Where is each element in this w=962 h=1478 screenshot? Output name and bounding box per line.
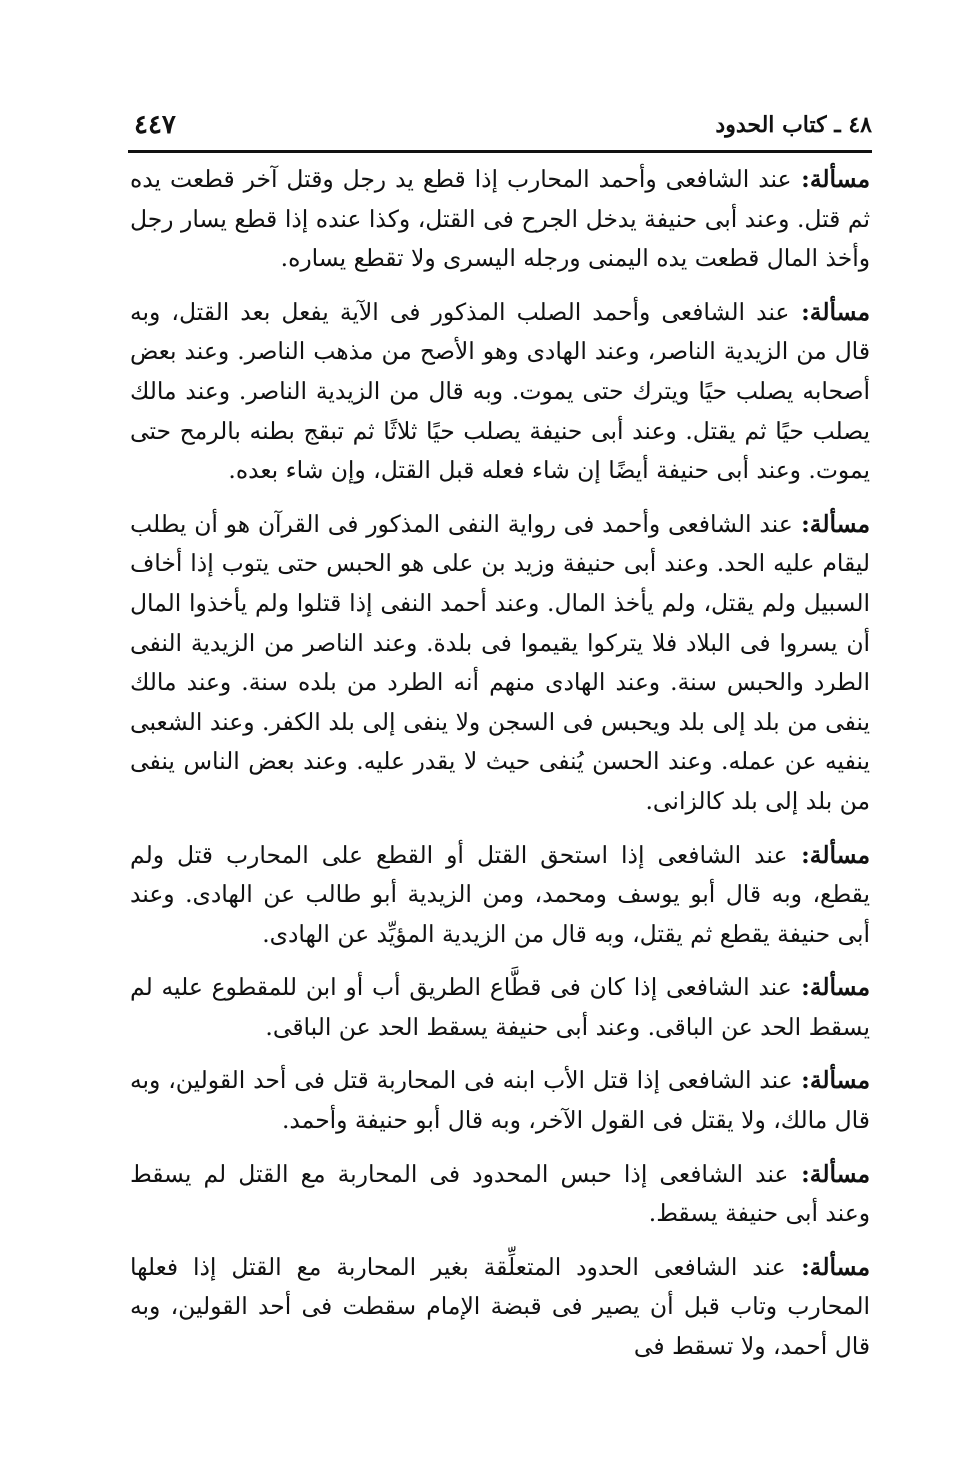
issue-paragraph: مسألة: عند الشافعى إذا حبس المحدود فى المحاربة مع القتل لم يسقط وعند أبى حنيفة يسقط. xyxy=(130,1159,870,1228)
issue-label: مسألة xyxy=(809,509,870,538)
issue-label: مسألة xyxy=(809,1066,871,1095)
issue-paragraph: مسألة: عند الشافعى إذا كان فى قطَّاع الطريق أب أو ابن للمقطوع عليه لم يسقط الحد عن الباقى. وعند أبى حنيفة يسقط الحد عن الباقى. xyxy=(130,973,871,1041)
issue-text: عند الشافعى إذا استحق القتل أو القطع على المحارب قتل ولم يقطع، وبه قال أبو يوسف ومحمد، ومن الزيدية أبو طالب عن الهادى. وعند أبى حنيفة يقطع ثم يقتل، وبه قال من الزيدية المؤيِّد عن الهادى. xyxy=(130,840,870,948)
issue-text: عند الشافعى الحدود المتعلِّقة بغير المحاربة مع القتل إذا فعلها المحارب وتاب قبل أن يصير فى قبضة الإمام سقطت فى أحد القولين، وبه قال أحمد، ولا تسقط فى xyxy=(130,1252,870,1361)
page-number: ٤٤٧ xyxy=(134,110,176,140)
issue-paragraph: مسألة: عند الشافعى الحدود المتعلِّقة بغير المحاربة مع القتل إذا فعلها المحارب وتاب قبل أن يصير فى قبضة الإمام سقطت فى أحد القولين، وبه قال أحمد، ولا تسقط فى xyxy=(130,1252,870,1361)
issue-paragraph: مسألة: عند الشافعى وأحمد الصلب المذكور فى الآية يفعل بعد القتل، وبه قال من الزيدية الناصر، وعند الهادى وهو الأصح من مذهب الناصر. وعند بعض أصحابه يصلب حيًا ويترك حتى يموت. وبه قال من الزيدية الناصر. وعند مالك يصلب حيًا ثم يقتل. وعند أبى حنيفة يصلب حيًا ثلاثًا ثم تبقج بطنه بالرمح حتى يموت. وعند أبى حنيفة أيضًا إن شاء فعله قبل القتل، وإن شاء بعده. xyxy=(130,297,870,485)
issue-text: عند الشافعى وأحمد الصلب المذكور فى الآية يفعل بعد القتل، وبه قال من الزيدية الناصر، وعند الهادى وهو الأصح من مذهب الناصر. وعند بعض أصحابه يصلب حيًا ويترك حتى يموت. وبه قال من الزيدية الناصر. وعند مالك يصلب حيًا ثم يقتل. وعند أبى حنيفة يصلب حيًا ثلاثًا ثم تبقج بطنه بالرمح حتى يموت. وعند أبى حنيفة أيضًا إن شاء فعله قبل القتل، وإن شاء بعده. xyxy=(130,297,870,485)
issue-label: مسألة xyxy=(809,165,871,193)
issue-paragraph: مسألة: عند الشافعى وأحمد فى رواية النفى المذكور فى القرآن هو أن يطلب ليقام عليه الحد. وعند أبى حنيفة وزيد بن على هو الحبس حتى يتوب إذا أخاف السبيل ولم يقتل، ولم يأخذ المال. وعند أحمد النفى إذا قتلوا ولم يأخذوا المال أن يسروا فى البلاد فلا يتركوا يقيموا فى بلدة. وعند الناصر من الزيدية النفى الطرد والحبس سنة. وعند الهادى منهم أنه الطرد من بلده سنة. وعند مالك ينفى من بلد إلى بلد ويحبس فى السجن ولا ينفى إلى بلد الكفر. وعند الشعبى ينفيه عن عمله. وعند الحسن يُنفى حيث لا يقدر عليه. وعند بعض الناس ينفى من بلد إلى بلد كالزانى. xyxy=(130,509,870,815)
issue-label: مسألة xyxy=(809,297,870,326)
issue-label: مسألة xyxy=(809,1252,870,1281)
issue-text: عند الشافعى وأحمد فى رواية النفى المذكور فى القرآن هو أن يطلب ليقام عليه الحد. وعند أبى حنيفة وزيد بن على هو الحبس حتى يتوب إذا أخاف السبيل ولم يقتل، ولم يأخذ المال. وعند أحمد النفى إذا قتلوا ولم يأخذوا المال أن يسروا فى البلاد فلا يتركوا يقيموا فى بلدة. وعند الناصر من الزيدية النفى الطرد والحبس سنة. وعند الهادى منهم أنه الطرد من بلده سنة. وعند مالك ينفى من بلد إلى بلد ويحبس فى السجن ولا ينفى إلى بلد الكفر. وعند الشعبى ينفيه عن عمله. وعند الحسن يُنفى حيث لا يقدر عليه. وعند بعض الناس ينفى من بلد إلى بلد كالزانى. xyxy=(130,509,870,815)
issue-label: مسألة xyxy=(809,1159,870,1188)
issue-label: مسألة xyxy=(809,840,870,869)
issue-label: مسألة xyxy=(809,973,871,1002)
issue-paragraph: مسألة: عند الشافعى وأحمد المحارب إذا قطع يد رجل وقتل آخر قطعت يده ثم قتل. وعند أبى حنيفة يدخل الجرح فى القتل، وكذا عنده إذا قطع يسار رجل وأخذ المال قطعت يده اليمنى ورجله اليسرى ولا تقطع يساره. xyxy=(130,165,871,273)
issue-text: عند الشافعى وأحمد المحارب إذا قطع يد رجل وقتل آخر قطعت يده ثم قتل. وعند أبى حنيفة يدخل الجرح فى القتل، وكذا عنده إذا قطع يسار رجل وأخذ المال قطعت يده اليمنى ورجله اليسرى ولا تقطع يساره. xyxy=(130,165,870,273)
issue-text: عند الشافعى إذا حبس المحدود فى المحاربة مع القتل لم يسقط وعند أبى حنيفة يسقط. xyxy=(130,1159,870,1228)
page-header xyxy=(128,104,872,148)
page-body xyxy=(130,160,870,1381)
issue-text: عند الشافعى إذا كان فى قطَّاع الطريق أب أو ابن للمقطوع عليه لم يسقط الحد عن الباقى. وعند أبى حنيفة يسقط الحد عن الباقى. xyxy=(130,973,870,1041)
header-divider xyxy=(128,150,872,153)
issue-paragraph: مسألة: عند الشافعى إذا قتل الأب ابنه فى المحاربة قتل فى أحد القولين، وبه قال مالك، ولا يقتل فى القول الآخر، وبه قال أبو حنيفة وأحمد. xyxy=(130,1066,871,1135)
issue-paragraph: مسألة: عند الشافعى إذا استحق القتل أو القطع على المحارب قتل ولم يقطع، وبه قال أبو يوسف ومحمد، ومن الزيدية أبو طالب عن الهادى. وعند أبى حنيفة يقطع ثم يقتل، وبه قال من الزيدية المؤيِّد عن الهادى. xyxy=(130,840,870,948)
issue-text: عند الشافعى إذا قتل الأب ابنه فى المحاربة قتل فى أحد القولين، وبه قال مالك، ولا يقتل فى القول الآخر، وبه قال أبو حنيفة وأحمد. xyxy=(130,1066,870,1135)
chapter-title: ٤٨ ـ كتاب الحدود xyxy=(715,112,872,138)
